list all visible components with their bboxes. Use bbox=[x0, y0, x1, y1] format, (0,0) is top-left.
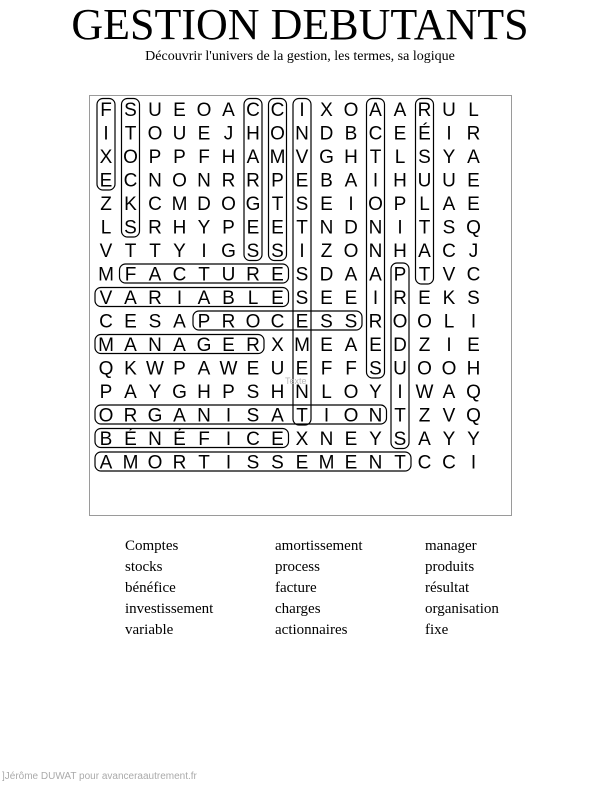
grid-letter: S bbox=[418, 147, 431, 168]
grid-letter: E bbox=[344, 288, 358, 309]
grid-letter: R bbox=[246, 335, 260, 356]
grid-letter: R bbox=[246, 264, 260, 286]
grid-letter: W bbox=[219, 358, 238, 380]
grid-letter: E bbox=[369, 335, 382, 356]
grid-letter: M bbox=[294, 335, 310, 356]
word-list-item: investissement bbox=[125, 601, 214, 617]
grid-letter: F bbox=[320, 358, 333, 380]
page-title: GESTION DEBUTANTS bbox=[71, 0, 529, 49]
grid-letter: S bbox=[148, 311, 162, 333]
grid-letter: H bbox=[172, 217, 187, 239]
grid-letter: X bbox=[320, 100, 333, 121]
grid-letter: E bbox=[320, 288, 333, 309]
grid-letter: R bbox=[172, 452, 187, 474]
word-list-item: organisation bbox=[425, 601, 499, 617]
grid-letter: E bbox=[271, 217, 284, 239]
grid-letter: R bbox=[148, 288, 162, 309]
grid-letter: Y bbox=[369, 429, 382, 450]
grid-letter: E bbox=[124, 311, 137, 333]
grid-letter: M bbox=[318, 452, 335, 474]
grid-letter: T bbox=[124, 123, 137, 145]
grid-letter: A bbox=[344, 335, 358, 356]
grid-letter: N bbox=[368, 217, 383, 239]
grid-letter: I bbox=[397, 382, 403, 403]
grid-letter: I bbox=[299, 100, 305, 121]
grid-letter: P bbox=[173, 358, 186, 380]
grid-letter: J bbox=[223, 123, 234, 145]
grid-letter: Y bbox=[467, 429, 480, 450]
grid-letter: V bbox=[442, 405, 456, 427]
grid-letter: B bbox=[344, 123, 358, 145]
grid-letter: T bbox=[124, 241, 137, 262]
grid-letter: Q bbox=[466, 382, 481, 403]
grid-letter: E bbox=[344, 429, 358, 450]
grid-letter: G bbox=[221, 241, 236, 262]
grid-letter: K bbox=[124, 358, 137, 380]
grid-letter: A bbox=[393, 100, 407, 121]
grid-letter: H bbox=[466, 358, 481, 380]
grid-letter: V bbox=[442, 264, 456, 286]
grid-letter: N bbox=[148, 170, 162, 192]
grid-letter: Q bbox=[466, 217, 481, 239]
grid-letter: N bbox=[319, 429, 334, 450]
grid-letter: A bbox=[418, 429, 431, 450]
grid-letter: D bbox=[319, 123, 334, 145]
grid-letter: O bbox=[343, 241, 359, 262]
grid-letter: X bbox=[295, 429, 309, 450]
grid-letter: R bbox=[393, 288, 407, 309]
grid-letter: E bbox=[467, 335, 480, 356]
grid-letter: S bbox=[442, 217, 456, 239]
grid-letter: A bbox=[344, 170, 358, 192]
grid-letter: C bbox=[123, 170, 138, 192]
grid-letter: O bbox=[270, 123, 285, 145]
grid-letter: H bbox=[197, 382, 211, 403]
grid-letter: U bbox=[172, 123, 187, 145]
grid-letter: C bbox=[417, 452, 432, 474]
grid-letter: Q bbox=[98, 358, 114, 380]
grid-letter: C bbox=[172, 264, 187, 286]
grid-letter: K bbox=[124, 194, 137, 215]
grid-letter: Y bbox=[442, 147, 456, 168]
grid-letter: S bbox=[271, 241, 284, 262]
footer-credit: ]Jérôme DUWAT pour avanceraautrement.fr bbox=[2, 771, 197, 782]
grid-letter: N bbox=[197, 405, 211, 427]
grid-letter: P bbox=[148, 147, 162, 168]
grid-letter: A bbox=[148, 264, 162, 286]
grid-letter: P bbox=[197, 311, 211, 333]
grid-letter: P bbox=[173, 147, 186, 168]
grid-letter: I bbox=[348, 194, 354, 215]
grid-letter: J bbox=[468, 241, 479, 262]
grid-letter: T bbox=[369, 147, 382, 168]
grid-letter: E bbox=[393, 123, 407, 145]
grid-letter: F bbox=[124, 264, 137, 286]
grid-letter: O bbox=[392, 311, 408, 333]
grid-letter: O bbox=[172, 170, 187, 192]
grid-letter: P bbox=[271, 170, 284, 192]
grid-letter: T bbox=[271, 194, 284, 215]
grid-letter: H bbox=[246, 123, 260, 145]
grid-letter: A bbox=[246, 147, 260, 168]
grid-letter: O bbox=[417, 358, 432, 380]
word-list-item: bénéfice bbox=[125, 580, 176, 596]
word-list-column-2 bbox=[275, 536, 362, 641]
grid-letter: P bbox=[222, 217, 235, 239]
word-list-item: charges bbox=[275, 601, 321, 617]
grid-letter: S bbox=[246, 382, 260, 403]
grid-letter: D bbox=[319, 264, 334, 286]
grid-letter: E bbox=[246, 358, 260, 380]
grid-letter: A bbox=[99, 452, 113, 474]
grid-letter: G bbox=[319, 147, 334, 168]
grid-letter: A bbox=[442, 382, 456, 403]
grid-letter: B bbox=[99, 429, 113, 450]
grid-letter: B bbox=[320, 170, 333, 192]
grid-canvas bbox=[90, 96, 511, 515]
word-list-item: fixe bbox=[425, 622, 449, 638]
grid-letter: S bbox=[295, 264, 309, 286]
grid-letter: D bbox=[197, 194, 211, 215]
grid-letter: E bbox=[344, 452, 358, 474]
grid-letter: L bbox=[468, 100, 479, 121]
grid-letter: M bbox=[269, 147, 286, 168]
grid-letter: Y bbox=[442, 429, 456, 450]
grid-letter: A bbox=[197, 358, 211, 380]
grid-letter: E bbox=[197, 123, 211, 145]
grid-letter: O bbox=[147, 123, 163, 145]
page-subtitle: Découvrir l'univers de la gestion, les termes, sa logique bbox=[145, 49, 455, 64]
grid-letter: M bbox=[98, 264, 114, 286]
grid-letter: E bbox=[271, 288, 284, 309]
grid-letter: I bbox=[470, 311, 477, 333]
grid-letter: N bbox=[197, 170, 211, 192]
grid-letter: O bbox=[343, 405, 359, 427]
grid-letter: U bbox=[148, 100, 162, 121]
grid-letter: Z bbox=[100, 194, 112, 215]
grid-letter: F bbox=[198, 429, 210, 450]
grid-letter: H bbox=[393, 170, 407, 192]
grid-letter: S bbox=[369, 358, 382, 380]
grid-letter: I bbox=[176, 288, 183, 309]
grid-letter: F bbox=[345, 358, 357, 380]
grid-letter: E bbox=[418, 288, 431, 309]
grid-letter: P bbox=[393, 194, 407, 215]
grid-letter: E bbox=[295, 170, 309, 192]
grid-letter: D bbox=[344, 217, 358, 239]
grid-letter: V bbox=[99, 288, 113, 309]
grid-letter: Y bbox=[197, 217, 211, 239]
word-list-column-1 bbox=[125, 536, 213, 641]
grid-letter: Z bbox=[418, 335, 431, 356]
grid-letter: A bbox=[124, 288, 137, 309]
grid-letter: K bbox=[442, 288, 456, 309]
grid-letter: U bbox=[417, 170, 432, 192]
grid-letter: E bbox=[467, 170, 480, 192]
grid-letter: Y bbox=[148, 382, 162, 403]
grid-letter: S bbox=[295, 288, 309, 309]
grid-letter: I bbox=[446, 335, 452, 356]
grid-letter: U bbox=[442, 100, 456, 121]
grid-letter: M bbox=[171, 194, 188, 215]
grid-letter: C bbox=[246, 429, 260, 450]
grid-letter: T bbox=[198, 452, 210, 474]
grid-letter: R bbox=[123, 405, 138, 427]
grid-letter: R bbox=[368, 311, 383, 333]
grid-letter: T bbox=[296, 405, 308, 427]
grid-letter: S bbox=[246, 241, 260, 262]
grid-letter: S bbox=[124, 100, 137, 121]
grid-letter: H bbox=[221, 147, 236, 168]
grid-letter: I bbox=[103, 123, 109, 145]
grid-letter: I bbox=[372, 170, 379, 192]
grid-letter: Q bbox=[466, 405, 481, 427]
grid-letter: E bbox=[222, 335, 235, 356]
grid-letter: T bbox=[198, 264, 210, 286]
grid-letter: I bbox=[299, 241, 305, 262]
grid-letter: A bbox=[418, 241, 431, 262]
grid-letter: É bbox=[124, 429, 137, 450]
grid-letter: O bbox=[368, 194, 383, 215]
grid-letter: É bbox=[418, 123, 431, 145]
grid-letter: R bbox=[417, 100, 432, 121]
word-list-item: process bbox=[275, 559, 320, 575]
grid-letter: O bbox=[417, 311, 432, 333]
grid-letter: E bbox=[173, 100, 186, 121]
word-list-item: stocks bbox=[125, 559, 163, 575]
grid-letter: L bbox=[394, 147, 406, 168]
grid-letter: O bbox=[98, 405, 114, 427]
grid-letter: A bbox=[124, 335, 137, 356]
grid-letter: A bbox=[369, 100, 382, 121]
grid-letter: C bbox=[270, 100, 285, 121]
grid-letter: O bbox=[441, 358, 457, 380]
grid-letter: S bbox=[393, 429, 407, 450]
grid-letter: É bbox=[173, 429, 186, 450]
word-list-item: amortissement bbox=[275, 538, 363, 554]
grid-letter: N bbox=[295, 123, 309, 145]
grid-letter: X bbox=[99, 147, 113, 168]
grid-letter: A bbox=[467, 147, 480, 168]
grid-letter: S bbox=[124, 217, 137, 239]
grid-letter: N bbox=[148, 335, 162, 356]
grid-letter: L bbox=[247, 288, 259, 309]
word-list-item: produits bbox=[425, 559, 475, 575]
grid-letter: F bbox=[198, 147, 210, 168]
word-search-grid bbox=[89, 95, 512, 516]
grid-letter: R bbox=[221, 311, 236, 333]
grid-letter: T bbox=[418, 264, 431, 286]
word-list-item: actionnaires bbox=[275, 622, 348, 638]
grid-letter: G bbox=[147, 405, 163, 427]
grid-letter: L bbox=[443, 311, 455, 333]
grid-letter: O bbox=[123, 147, 138, 168]
grid-letter: S bbox=[271, 452, 284, 474]
grid-letter: L bbox=[100, 217, 112, 239]
grid-letter: D bbox=[393, 335, 407, 356]
grid-letter: P bbox=[393, 264, 407, 286]
grid-letter: E bbox=[320, 194, 333, 215]
grid-letter: C bbox=[442, 452, 456, 474]
grid-letter: A bbox=[442, 194, 456, 215]
grid-letter: R bbox=[148, 217, 162, 239]
grid-letter: E bbox=[295, 311, 309, 333]
grid-letter: S bbox=[467, 288, 480, 309]
grid-letter: O bbox=[343, 100, 359, 121]
grid-letter: S bbox=[344, 311, 358, 333]
grid-letter: I bbox=[201, 241, 207, 262]
grid-letter: E bbox=[271, 264, 284, 286]
grid-letter: O bbox=[245, 311, 261, 333]
grid-letter: M bbox=[98, 335, 114, 356]
grid-letter: N bbox=[295, 382, 309, 403]
word-list-item: manager bbox=[425, 538, 477, 554]
grid-letter: C bbox=[442, 241, 456, 262]
grid-letter: A bbox=[344, 264, 358, 286]
grid-letter: W bbox=[415, 382, 434, 403]
grid-letter: E bbox=[320, 335, 333, 356]
grid-letter: O bbox=[343, 382, 359, 403]
grid-letter: V bbox=[99, 241, 113, 262]
grid-letter: O bbox=[147, 452, 163, 474]
grid-letter: Y bbox=[173, 241, 186, 262]
grid-letter: N bbox=[148, 429, 162, 450]
grid-letter: G bbox=[172, 382, 187, 403]
grid-letter: E bbox=[99, 170, 113, 192]
grid-letter: A bbox=[173, 335, 186, 356]
grid-letter: A bbox=[173, 405, 186, 427]
grid-letter: A bbox=[271, 405, 284, 427]
word-list-item: variable bbox=[125, 622, 174, 638]
grid-letter: B bbox=[222, 288, 235, 309]
grid-letter: T bbox=[418, 217, 431, 239]
grid-letter: O bbox=[221, 194, 236, 215]
grid-letter: I bbox=[225, 452, 232, 474]
grid-letter: S bbox=[295, 194, 309, 215]
grid-letter: P bbox=[99, 382, 113, 403]
grid-letter: U bbox=[442, 170, 456, 192]
grid-letter: C bbox=[270, 311, 285, 333]
grid-letter: G bbox=[245, 194, 261, 215]
grid-letter: C bbox=[99, 311, 113, 333]
watermark-text: Texte bbox=[285, 376, 307, 386]
grid-letter: I bbox=[225, 405, 232, 427]
grid-letter: N bbox=[368, 405, 383, 427]
word-list-item: Comptes bbox=[125, 538, 179, 554]
grid-letter: T bbox=[394, 452, 406, 474]
grid-letter: X bbox=[271, 335, 284, 356]
grid-letter: N bbox=[368, 452, 383, 474]
grid-letter: U bbox=[393, 358, 407, 380]
grid-letter: R bbox=[246, 170, 260, 192]
grid-letter: S bbox=[246, 452, 260, 474]
grid-letter: R bbox=[466, 123, 481, 145]
grid-letter: S bbox=[320, 311, 333, 333]
grid-letter: G bbox=[196, 335, 212, 356]
grid-letter: I bbox=[372, 288, 379, 309]
grid-letter: Y bbox=[369, 382, 382, 403]
word-list-item: résultat bbox=[425, 580, 470, 596]
grid-letter: T bbox=[394, 405, 406, 427]
grid-letter: I bbox=[397, 217, 403, 239]
grid-letter: W bbox=[146, 358, 164, 380]
grid-letter: U bbox=[270, 358, 285, 380]
grid-letter: A bbox=[173, 311, 186, 333]
grid-letter: I bbox=[225, 429, 232, 450]
grid-letter: L bbox=[419, 194, 430, 215]
grid-letter: S bbox=[246, 405, 260, 427]
grid-letter: O bbox=[196, 100, 212, 121]
grid-letter: R bbox=[221, 170, 236, 192]
grid-letter: C bbox=[466, 264, 481, 286]
grid-letter: L bbox=[321, 382, 332, 403]
grid-letter: C bbox=[148, 194, 162, 215]
grid-letter: E bbox=[295, 452, 309, 474]
grid-letter: I bbox=[470, 452, 477, 474]
grid-letter: N bbox=[319, 217, 334, 239]
grid-letter: Z bbox=[418, 405, 431, 427]
grid-letter: A bbox=[197, 288, 211, 309]
grid-letter: C bbox=[246, 100, 260, 121]
grid-letter: M bbox=[122, 452, 139, 474]
grid-letter: A bbox=[222, 100, 235, 121]
grid-letter: N bbox=[368, 241, 383, 262]
grid-letter: A bbox=[369, 264, 382, 286]
grid-letter: E bbox=[271, 429, 284, 450]
word-list-item: facture bbox=[275, 580, 317, 596]
grid-letter: H bbox=[393, 241, 407, 262]
grid-letter: C bbox=[368, 123, 383, 145]
grid-letter: T bbox=[296, 217, 308, 239]
grid-letter: P bbox=[222, 382, 235, 403]
grid-letter: A bbox=[124, 382, 137, 403]
grid-letter: E bbox=[246, 217, 260, 239]
grid-letter: E bbox=[295, 358, 309, 380]
grid-letter: F bbox=[100, 100, 112, 121]
grid-letter: V bbox=[295, 147, 309, 168]
grid-letter: H bbox=[344, 147, 358, 168]
word-list-column-3 bbox=[425, 536, 499, 641]
grid-letter: H bbox=[270, 382, 285, 403]
grid-letter: T bbox=[149, 241, 161, 262]
grid-letter: U bbox=[221, 264, 236, 286]
grid-letter: E bbox=[467, 194, 480, 215]
grid-letter: Z bbox=[320, 241, 333, 262]
grid-letter: I bbox=[446, 123, 452, 145]
grid-letter: I bbox=[323, 405, 330, 427]
